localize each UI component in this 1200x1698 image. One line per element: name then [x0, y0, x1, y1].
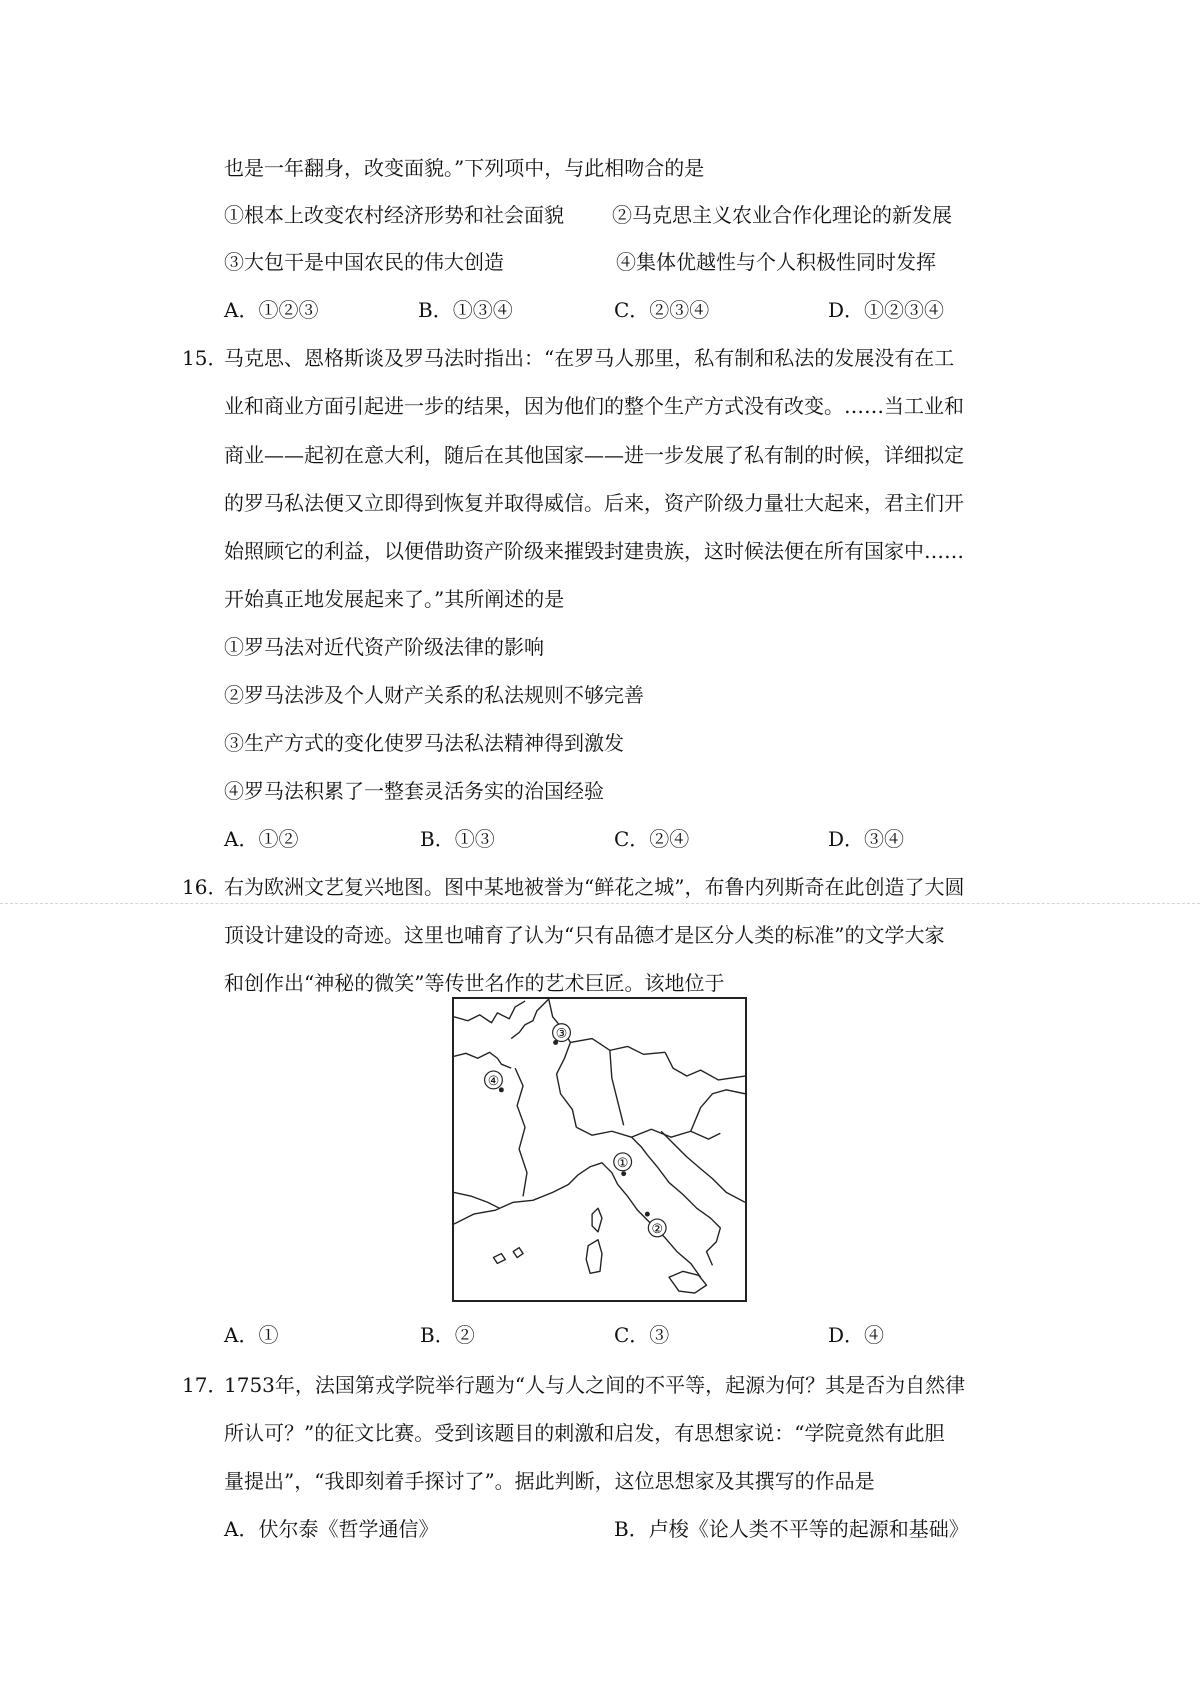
q14-option-b: B．①③④: [418, 298, 513, 322]
map-marker-3-label: ③: [555, 1026, 568, 1042]
q15-item-4: ④罗马法积累了一整套灵活务实的治国经验: [224, 779, 604, 803]
q14-item-4: ④集体优越性与个人积极性同时发挥: [616, 250, 936, 274]
q14-option-c: C．②③④: [614, 298, 710, 322]
q15-option-c: C．②④: [614, 827, 690, 851]
map-marker-2-dot: [645, 1212, 650, 1217]
q15-item-3: ③生产方式的变化使罗马法私法精神得到激发: [224, 731, 624, 755]
q15-number: 15．: [182, 346, 228, 370]
map-linework: [454, 999, 745, 1293]
q14-continuation: 也是一年翻身，改变面貌。”下列项中，与此相吻合的是: [224, 156, 705, 180]
q16-stem-line-2: 顶设计建设的奇迹。这里也哺育了认为“只有品德才是区分人类的标准”的文学大家: [224, 923, 945, 947]
map-marker-2-label: ②: [651, 1221, 663, 1237]
map-markers: [485, 1024, 667, 1237]
q14-option-a: A．①②③: [224, 298, 319, 322]
q15-item-1: ①罗马法对近代资产阶级法律的影响: [224, 635, 544, 659]
q16-option-a: A．①: [224, 1323, 279, 1347]
q14-item-3: ③大包干是中国农民的伟大创造: [224, 250, 504, 274]
q15-item-2: ②罗马法涉及个人财产关系的私法规则不够完善: [224, 683, 644, 707]
q17-stem-line-2: 所认可？”的征文比赛。受到该题目的刺激和启发，有思想家说：“学院竟然有此胆: [224, 1421, 945, 1445]
q17-stem-line-1: 1753年，法国第戎学院举行题为“人与人之间的不平等，起源为何？其是否为自然律: [224, 1373, 966, 1397]
q15-stem-line-6: 开始真正地发展起来了。”其所阐述的是: [224, 587, 565, 611]
map-marker-1-label: ①: [616, 1155, 629, 1171]
q16-option-b: B．②: [420, 1323, 475, 1347]
q16-number: 16．: [182, 875, 228, 899]
renaissance-europe-map: [452, 997, 747, 1302]
q16-stem-line-3: 和创作出“神秘的微笑”等传世名作的艺术巨匠。该地位于: [224, 971, 725, 995]
q15-option-b: B．①③: [420, 827, 495, 851]
q15-stem-line-1: 马克思、恩格斯谈及罗马法时指出：“在罗马人那里，私有制和私法的发展没有在工: [224, 346, 955, 370]
map-marker-4-dot: [499, 1087, 504, 1092]
q16-option-c: C．③: [614, 1323, 670, 1347]
q17-option-b: B．卢梭《论人类不平等的起源和基础》: [614, 1517, 969, 1541]
q14-item-1: ①根本上改变农村经济形势和社会面貌: [224, 203, 564, 227]
q16-option-d: D．④: [828, 1323, 885, 1347]
q15-option-d: D．③④: [828, 827, 905, 851]
q17-option-a: A．伏尔泰《哲学通信》: [224, 1517, 439, 1541]
map-marker-1-dot: [621, 1171, 626, 1176]
q14-item-2: ②马克思主义农业合作化理论的新发展: [612, 203, 952, 227]
q15-stem-line-4: 的罗马私法便又立即得到恢复并取得威信。后来，资产阶级力量壮大起来，君主们开: [224, 491, 964, 515]
page-fold-divider: [0, 903, 1200, 904]
q15-stem-line-5: 始照顾它的利益，以便借助资产阶级来摧毁封建贵族，这时候法便在所有国家中……: [224, 539, 964, 563]
q17-number: 17．: [182, 1373, 228, 1397]
q15-option-a: A．①②: [224, 827, 299, 851]
map-marker-4-label: ④: [487, 1073, 500, 1089]
q17-stem-line-3: 量提出”，“我即刻着手探讨了”。据此判断，这位思想家及其撰写的作品是: [224, 1469, 875, 1493]
q16-stem-line-1: 右为欧洲文艺复兴地图。图中某地被誉为“鲜花之城”，布鲁内列斯奇在此创造了大圆: [224, 875, 965, 899]
q15-stem-line-3: 商业——起初在意大利，随后在其他国家——进一步发展了私有制的时候，详细拟定: [224, 443, 964, 467]
map-figure: [454, 999, 745, 1300]
q15-stem-line-2: 业和商业方面引起进一步的结果，因为他们的整个生产方式没有改变。……当工业和: [224, 394, 964, 418]
q14-option-d: D．①②③④: [828, 298, 945, 322]
